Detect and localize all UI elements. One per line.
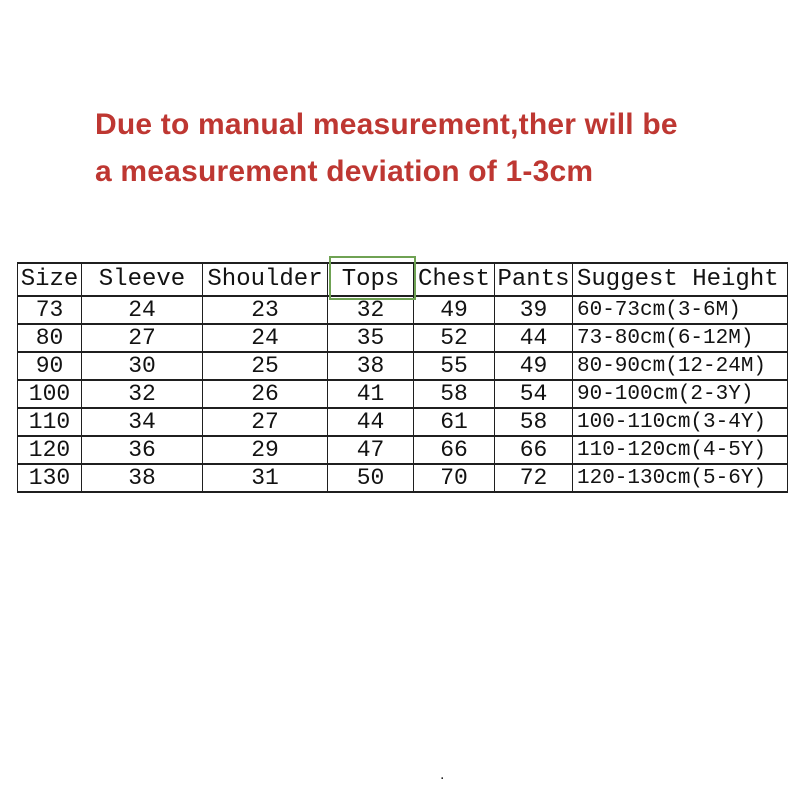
cell: 39 — [495, 296, 573, 324]
cell: 25 — [203, 352, 328, 380]
cell: 66 — [414, 436, 495, 464]
table-row — [18, 296, 788, 324]
cell: 80 — [18, 324, 82, 352]
header-cell-suggest-height: Suggest Height — [573, 263, 788, 296]
cell: 90-100cm(2-3Y) — [573, 380, 788, 408]
cell: 80-90cm(12-24M) — [573, 352, 788, 380]
cell: 49 — [495, 352, 573, 380]
cell: 130 — [18, 464, 82, 492]
cell: 90 — [18, 352, 82, 380]
table-row — [18, 352, 788, 380]
table-row — [18, 436, 788, 464]
cell: 23 — [203, 296, 328, 324]
cell: 50 — [328, 464, 414, 492]
header-cell-size: Size — [18, 263, 82, 296]
cell: 26 — [203, 380, 328, 408]
cell: 49 — [414, 296, 495, 324]
table-row — [18, 324, 788, 352]
cell: 44 — [495, 324, 573, 352]
table-row — [18, 464, 788, 492]
cell: 110 — [18, 408, 82, 436]
cell: 100-110cm(3-4Y) — [573, 408, 788, 436]
cell: 58 — [414, 380, 495, 408]
cell: 27 — [203, 408, 328, 436]
cell: 38 — [82, 464, 203, 492]
header-row — [18, 263, 788, 296]
cell: 52 — [414, 324, 495, 352]
cell: 34 — [82, 408, 203, 436]
cell: 120-130cm(5-6Y) — [573, 464, 788, 492]
size-chart-table — [17, 262, 788, 493]
cell: 61 — [414, 408, 495, 436]
cell: 70 — [414, 464, 495, 492]
header-cell-sleeve: Sleeve — [82, 263, 203, 296]
table-body — [18, 296, 788, 492]
cell: 73-80cm(6-12M) — [573, 324, 788, 352]
cell: 54 — [495, 380, 573, 408]
table-row — [18, 380, 788, 408]
cell: 32 — [328, 296, 414, 324]
cell: 29 — [203, 436, 328, 464]
cell: 30 — [82, 352, 203, 380]
header-cell-tops: Tops — [328, 263, 414, 296]
cell: 24 — [82, 296, 203, 324]
measurement-notice — [95, 101, 678, 195]
cell: 60-73cm(3-6M) — [573, 296, 788, 324]
cell: 44 — [328, 408, 414, 436]
cell: 55 — [414, 352, 495, 380]
cell: 66 — [495, 436, 573, 464]
cell: 31 — [203, 464, 328, 492]
cell: 73 — [18, 296, 82, 324]
cell: 38 — [328, 352, 414, 380]
cell: 24 — [203, 324, 328, 352]
cell: 58 — [495, 408, 573, 436]
cell: 35 — [328, 324, 414, 352]
header-cell-chest: Chest — [414, 263, 495, 296]
header-cell-shoulder: Shoulder — [203, 263, 328, 296]
cell: 36 — [82, 436, 203, 464]
cell: 110-120cm(4-5Y) — [573, 436, 788, 464]
header-cell-pants: Pants — [495, 263, 573, 296]
measurement-notice-line-2: a measurement deviation of 1-3cm — [95, 155, 594, 188]
cell: 100 — [18, 380, 82, 408]
measurement-notice-line-1: Due to manual measurement,ther will be — [95, 108, 678, 141]
table-row — [18, 408, 788, 436]
cell: 32 — [82, 380, 203, 408]
cell: 27 — [82, 324, 203, 352]
footer-dot: . — [440, 766, 445, 783]
cell: 41 — [328, 380, 414, 408]
cell: 47 — [328, 436, 414, 464]
cell: 120 — [18, 436, 82, 464]
cell: 72 — [495, 464, 573, 492]
